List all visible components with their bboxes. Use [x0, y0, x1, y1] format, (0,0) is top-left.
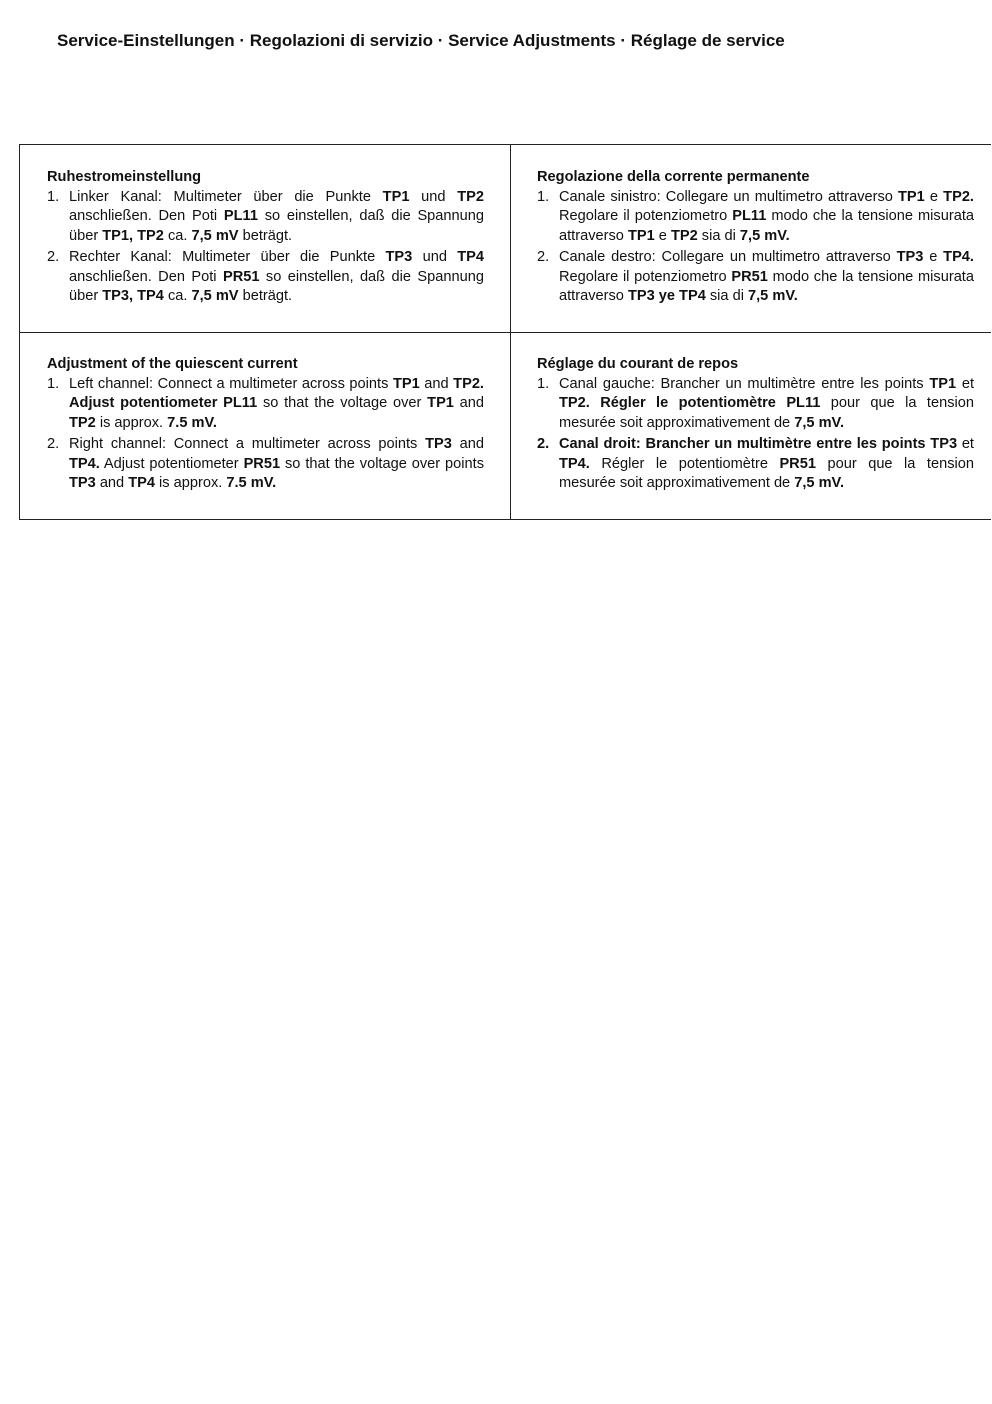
step-number: 1.	[47, 375, 60, 392]
step-text: und	[412, 249, 458, 265]
step-text-bold: TP1	[929, 375, 957, 392]
step-text: ca.	[163, 288, 192, 304]
step-text-bold: 7.5 mV.	[167, 414, 217, 431]
step-text-bold: PR51	[243, 455, 281, 472]
step-text-bold: TP1	[427, 395, 454, 411]
step-text: Canal gauche: Brancher un multimètre entre les points	[559, 375, 930, 392]
step-text: Regolare il potenziometro	[559, 208, 733, 224]
step-number: 1.	[47, 188, 60, 205]
step-text-bold: TP4.	[943, 249, 974, 265]
step-text: beträgt.	[238, 227, 293, 244]
step-text-bold: 7,5 mV.	[794, 475, 845, 491]
section-french	[537, 355, 974, 496]
step-text: and	[95, 475, 129, 491]
row-divider	[20, 332, 991, 333]
step-text: is approx.	[155, 475, 227, 491]
step-text: anschließen. Den Poti	[69, 208, 224, 224]
adjustment-table	[19, 144, 991, 520]
step-text: Canale destro: Collegare un multimetro attraverso	[559, 249, 897, 265]
step-text-bold: 7,5 mV.	[739, 227, 790, 244]
step-text: and	[419, 375, 454, 392]
step-text-bold: TP1	[392, 375, 420, 392]
step-text-bold: 7,5 mV.	[748, 288, 798, 304]
step-text: so einstellen, daß die Spannung über	[69, 208, 484, 244]
step-text: so that the voltage over points	[280, 455, 484, 472]
step-text: sia di	[697, 227, 740, 244]
step-list	[47, 188, 484, 307]
step-text-bold: TP4	[457, 249, 484, 265]
step-text: Regolare il potenziometro	[559, 268, 732, 285]
step-text-bold: TP2	[457, 188, 484, 205]
step-text: ca.	[163, 227, 192, 244]
step-text: e	[654, 227, 671, 244]
section-heading: Adjustment of the quiescent current	[47, 356, 298, 372]
step-text-bold: TP3	[385, 249, 413, 265]
step-list	[537, 375, 974, 494]
step-text: e	[924, 188, 944, 205]
step-number: 2.	[537, 436, 550, 452]
step-item	[47, 435, 484, 494]
section-italian	[537, 168, 974, 309]
step-text-bold: 7.5 mV.	[226, 475, 277, 491]
section-english	[47, 355, 484, 496]
step-item	[47, 375, 484, 434]
step-item	[537, 248, 974, 307]
step-text-bold: TP1	[382, 188, 410, 205]
step-text-bold: PR51	[779, 455, 816, 472]
step-item	[47, 188, 484, 247]
step-text: and	[453, 395, 485, 411]
step-text-bold: TP3, TP4	[102, 288, 164, 304]
step-text-bold: 7,5 mV.	[794, 414, 845, 431]
section-german	[47, 168, 484, 309]
step-text-bold: 7,5 mV	[191, 227, 239, 244]
section-heading: Réglage du courant de repos	[537, 356, 739, 372]
step-text: Rechter Kanal: Multimeter über die Punkte	[69, 249, 386, 265]
step-text-bold: TP4.	[559, 455, 590, 472]
step-text: Left channel: Connect a multimeter across points	[69, 375, 393, 392]
step-text-bold: TP1	[898, 188, 925, 205]
step-text-bold: TP2.	[943, 188, 974, 205]
step-text-bold: TP2	[670, 227, 698, 244]
step-text-bold: PR51	[731, 268, 768, 285]
step-text: Régler le potentiomètre	[589, 455, 780, 472]
step-text: so that the voltage over	[257, 395, 428, 411]
step-text-bold: TP1	[627, 227, 655, 244]
step-text: Adjust potentiometer	[99, 455, 244, 472]
step-number: 1.	[537, 188, 550, 205]
step-text: and	[451, 436, 484, 452]
step-text: sia di	[705, 288, 749, 304]
step-text-bold: PL11	[223, 208, 258, 224]
step-text-bold: TP3	[69, 475, 96, 491]
step-text-bold: TP1, TP2	[102, 227, 164, 244]
step-text: et	[956, 375, 974, 392]
step-text: pour que la tension mesurée soit approximativement de	[559, 455, 974, 491]
step-number: 2.	[47, 436, 60, 452]
step-item	[537, 435, 974, 494]
step-text: is approx.	[95, 414, 168, 431]
step-list	[47, 375, 484, 494]
section-heading: Ruhestromeinstellung	[47, 169, 202, 185]
step-number: 1.	[537, 375, 550, 392]
step-text: Linker Kanal: Multimeter über die Punkte	[69, 188, 383, 205]
step-number: 2.	[537, 249, 550, 265]
section-heading: Regolazione della corrente permanente	[537, 169, 810, 185]
step-item	[47, 248, 484, 307]
step-item	[537, 375, 974, 434]
step-item	[537, 188, 974, 247]
step-text: Canale sinistro: Collegare un multimetro attraverso	[559, 188, 899, 205]
step-text-bold: TP3	[425, 436, 452, 452]
step-text: pour que la tension mesurée soit approximativement de	[559, 395, 974, 431]
step-text: e	[923, 249, 944, 265]
step-text-bold: PR51	[222, 268, 260, 285]
step-text: so einstellen, daß die Spannung über	[69, 268, 484, 304]
step-text-bold: TP2	[69, 414, 96, 431]
step-text: beträgt.	[238, 288, 293, 304]
step-text-bold: TP4.	[69, 455, 100, 472]
step-text-bold: PL11	[732, 208, 767, 224]
step-number: 2.	[47, 249, 60, 265]
step-list	[537, 188, 974, 307]
page-title: Service-Einstellungen · Regolazioni di servizio · Service Adjustments · Réglage de service	[57, 31, 785, 50]
step-text: modo che la tensione misurata attraverso	[559, 208, 974, 244]
step-text: Right channel: Connect a multimeter across points	[69, 436, 426, 452]
step-text-bold: TP3 ye TP4	[627, 288, 706, 304]
step-text: modo che la tensione misurata attraverso	[559, 268, 974, 304]
step-text-bold: TP2. Régler le potentiomètre PL11	[559, 395, 821, 411]
step-text-bold: 7,5 mV	[191, 288, 239, 304]
step-text: anschließen. Den Poti	[69, 268, 223, 285]
step-text: et	[957, 436, 974, 452]
step-text-bold: TP3	[896, 249, 924, 265]
step-text: und	[409, 188, 458, 205]
step-text-bold: Canal droit: Brancher un multimètre entre les points TP3	[559, 436, 958, 452]
step-text-bold: TP2. Adjust potentiometer PL11	[69, 375, 484, 411]
step-text-bold: TP4	[128, 475, 155, 491]
